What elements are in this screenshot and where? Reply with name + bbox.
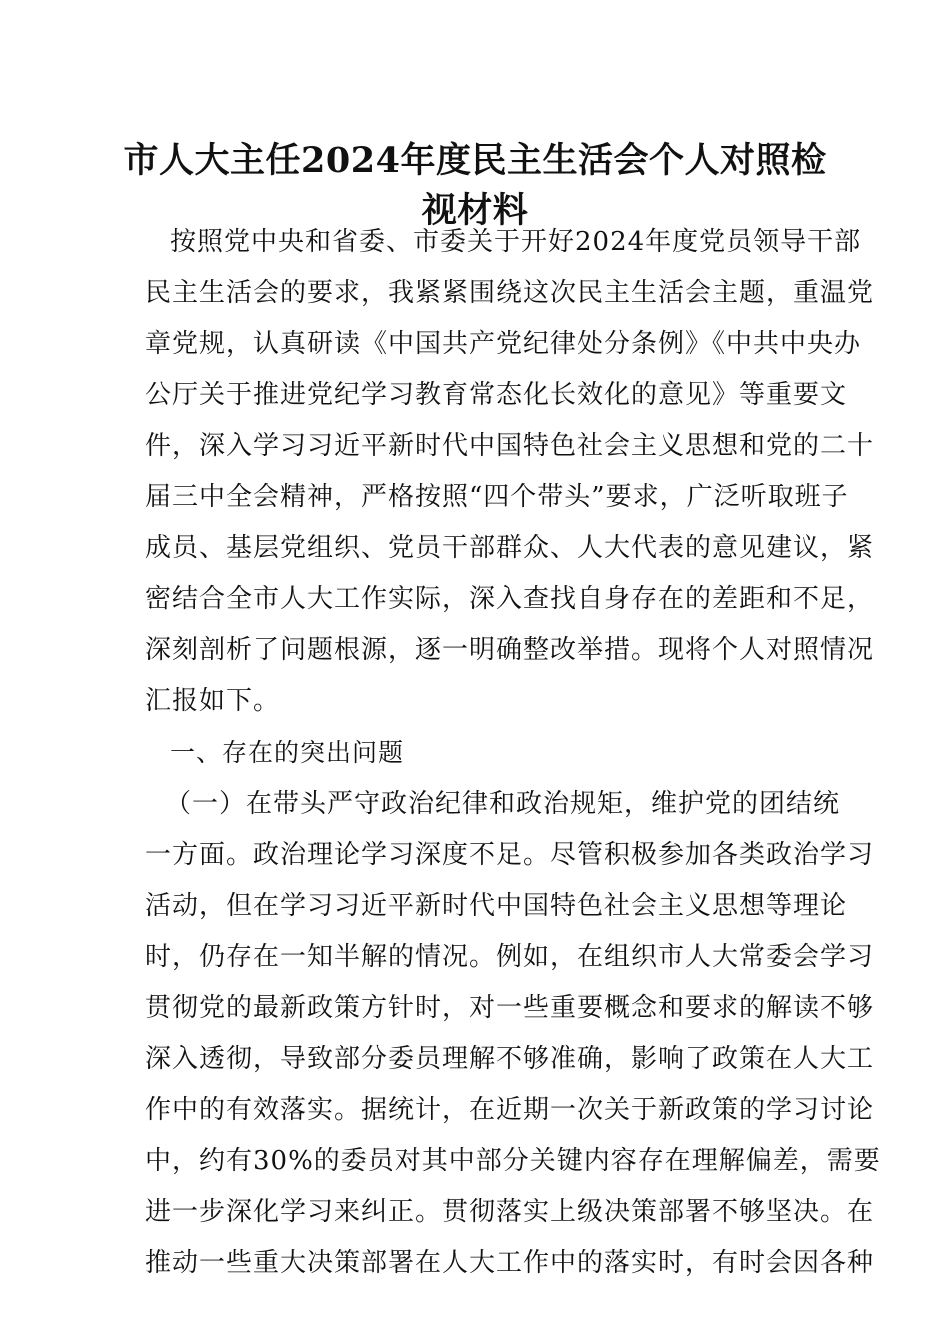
paragraph-line: 汇报如下。 <box>145 686 281 716</box>
paragraph-line: 密结合全市人大工作实际，深入查找自身存在的差距和不足， <box>145 584 875 614</box>
paragraph-line: 进一步深化学习来纠正。贯彻落实上级决策部署不够坚决。在 <box>145 1197 875 1227</box>
paragraph-line: 公厅关于推进党纪学习教育常态化长效化的意见》等重要文 <box>145 380 848 410</box>
paragraph-line: 一方面。政治理论学习深度不足。尽管积极参加各类政治学习 <box>145 840 875 870</box>
paragraph-line: 章党规，认真研读《中国共产党纪律处分条例》《中共中央办 <box>145 329 862 359</box>
paragraph-line: 时，仍存在一知半解的情况。例如，在组织市人大常委会学习 <box>145 942 875 972</box>
document-title <box>120 136 830 236</box>
paragraph-line: 按照党中央和省委、市委关于开好2024年度党员领导干部 <box>170 227 862 257</box>
paragraph-line: 推动一些重大决策部署在人大工作中的落实时，有时会因各种 <box>145 1248 875 1278</box>
title-line: 市人大主任2024年度民主生活会个人对照检 <box>123 140 827 181</box>
paragraph-line: 贯彻党的最新政策方针时，对一些重要概念和要求的解读不够 <box>145 993 875 1023</box>
paragraph-line: 深刻剖析了问题根源，逐一明确整改举措。现将个人对照情况 <box>145 635 875 665</box>
paragraph-line: 作中的有效落实。据统计，在近期一次关于新政策的学习讨论 <box>145 1095 875 1125</box>
paragraph-line: 届三中全会精神，严格按照“四个带头”要求，广泛听取班子 <box>145 482 849 512</box>
title-line: 视材料 <box>421 190 529 231</box>
paragraph-line: 民主生活会的要求，我紧紧围绕这次民主生活会主题，重温党 <box>145 278 875 308</box>
paragraph-line: 活动，但在学习习近平新时代中国特色社会主义思想等理论 <box>145 891 848 921</box>
paragraph-line: （一）在带头严守政治纪律和政治规矩，维护党的团结统 <box>165 789 841 819</box>
section-heading: 一、存在的突出问题 <box>170 738 405 767</box>
paragraph-line: 中，约有30%的委员对其中部分关键内容存在理解偏差，需要 <box>145 1146 881 1176</box>
paragraph-line: 件，深入学习习近平新时代中国特色社会主义思想和党的二十 <box>145 431 875 461</box>
paragraph-line: 成员、基层党组织、党员干部群众、人大代表的意见建议，紧 <box>145 533 875 563</box>
paragraph-line: 深入透彻，导致部分委员理解不够准确，影响了政策在人大工 <box>145 1044 875 1074</box>
